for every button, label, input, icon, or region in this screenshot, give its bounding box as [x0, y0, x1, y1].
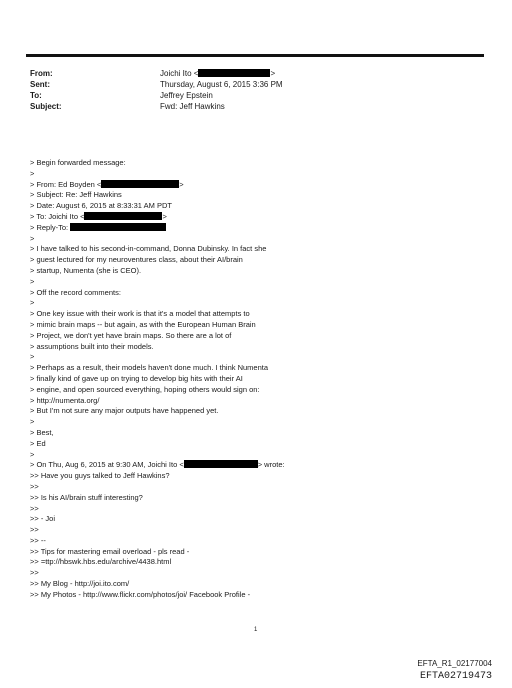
- sent-label: Sent:: [30, 80, 50, 89]
- body-line: >: [30, 352, 35, 362]
- body-line: >>: [30, 503, 39, 513]
- body-line: >: [30, 276, 35, 286]
- sent-value: Thursday, August 6, 2015 3:36 PM: [160, 80, 283, 89]
- to-line-tail: >: [162, 211, 167, 221]
- body-line: > Ed: [30, 438, 46, 448]
- body-line: >: [30, 449, 35, 459]
- on-date-text: > On Thu, Aug 6, 2015 at 9:30 AM, Joichi Ito <: [30, 460, 184, 470]
- redaction-bar: [101, 180, 179, 188]
- sent-row: [30, 79, 490, 90]
- body-line: > Subject: Re: Jeff Hawkins: [30, 190, 122, 200]
- to-row: [30, 90, 490, 101]
- body-line: >: [30, 298, 35, 308]
- body-line: >: [30, 417, 35, 427]
- body-line: > Perhaps as a result, their models haven't done much. I think Numenta: [30, 363, 269, 373]
- footer-id-small: EFTA_R1_02177004: [417, 659, 492, 668]
- body-line: >> Tips for mastering email overload - pls read -: [30, 546, 190, 556]
- redaction-bar: [84, 212, 162, 220]
- body-line: [30, 212, 490, 223]
- body-line: > http://numenta.org/: [30, 395, 100, 405]
- from-value: [160, 68, 275, 79]
- from-label: From:: [30, 69, 53, 78]
- footer-id-large: EFTA02719473: [419, 671, 492, 682]
- body-line: > I have talked to his second-in-command, Donna Dubinsky. In fact she: [30, 244, 267, 254]
- body-line: > Project, we don't yet have brain maps. So there are a lot of: [30, 330, 232, 340]
- to-value: Jeffrey Epstein: [160, 91, 213, 100]
- body-line: > guest lectured for my neuroventures class, about their AI/brain: [30, 255, 243, 265]
- subject-value: Fwd: Jeff Hawkins: [160, 102, 225, 111]
- body-line: > Best,: [30, 427, 54, 437]
- body-line: >>: [30, 568, 39, 578]
- body-line: >> My Blog - http://joi.ito.com/: [30, 579, 130, 589]
- body-line: >: [30, 233, 35, 243]
- body-line: >> Is his AI/brain stuff interesting?: [30, 492, 143, 502]
- to-line-text: > To: Joichi Ito <: [30, 211, 85, 221]
- header-rule: [26, 54, 484, 57]
- body-line: > startup, Numenta (she is CEO).: [30, 265, 142, 275]
- from-tail: >: [270, 69, 276, 78]
- body-line: [30, 223, 490, 234]
- subject-label: Subject:: [30, 102, 62, 111]
- from-name: Joichi Ito <: [160, 69, 199, 78]
- body-line: > finally kind of gave up on trying to develop big hits with their AI: [30, 373, 243, 383]
- body-line: >> Have you guys talked to Jeff Hawkins?: [30, 471, 170, 481]
- body-line: > Date: August 6, 2015 at 8:33:31 AM PDT: [30, 201, 172, 211]
- body-line: >> My Photos - http://www.flickr.com/photos/joi/ Facebook Profile -: [30, 589, 251, 599]
- body-line: >>: [30, 525, 39, 535]
- subject-row: [30, 101, 490, 112]
- redaction-bar: [198, 69, 270, 77]
- to-label: To:: [30, 91, 42, 100]
- body-line: > engine, and open sourced everything, hoping others would sign on:: [30, 384, 260, 394]
- redaction-bar: [70, 223, 166, 231]
- body-line: [30, 180, 490, 191]
- body-line: > Begin forwarded message:: [30, 158, 126, 167]
- page-number: 1: [254, 627, 258, 633]
- reply-to-text: > Reply-To:: [30, 222, 69, 232]
- body-line: > assumptions built into their models.: [30, 341, 154, 351]
- body-line: [30, 460, 490, 471]
- from-row: [30, 68, 490, 79]
- body-line: >: [30, 168, 35, 178]
- body-line: > One key issue with their work is that it's a model that attempts to: [30, 309, 250, 319]
- body-line: >> =ttp://hbswk.hbs.edu/archive/4438.html: [30, 557, 172, 567]
- redaction-bar: [184, 460, 258, 468]
- on-date-tail: > wrote:: [257, 460, 285, 470]
- body-line: >>: [30, 481, 39, 491]
- email-body: [30, 158, 490, 601]
- body-line: > mimic brain maps -- but again, as with the European Human Brain: [30, 319, 256, 329]
- from-line-tail: >: [179, 179, 184, 189]
- body-line: > But I'm not sure any major outputs have happened yet.: [30, 406, 219, 416]
- body-line: >> --: [30, 535, 46, 545]
- body-line: >> - Joi: [30, 514, 56, 524]
- body-line: > Off the record comments:: [30, 287, 121, 297]
- from-line-text: > From: Ed Boyden <: [30, 179, 102, 189]
